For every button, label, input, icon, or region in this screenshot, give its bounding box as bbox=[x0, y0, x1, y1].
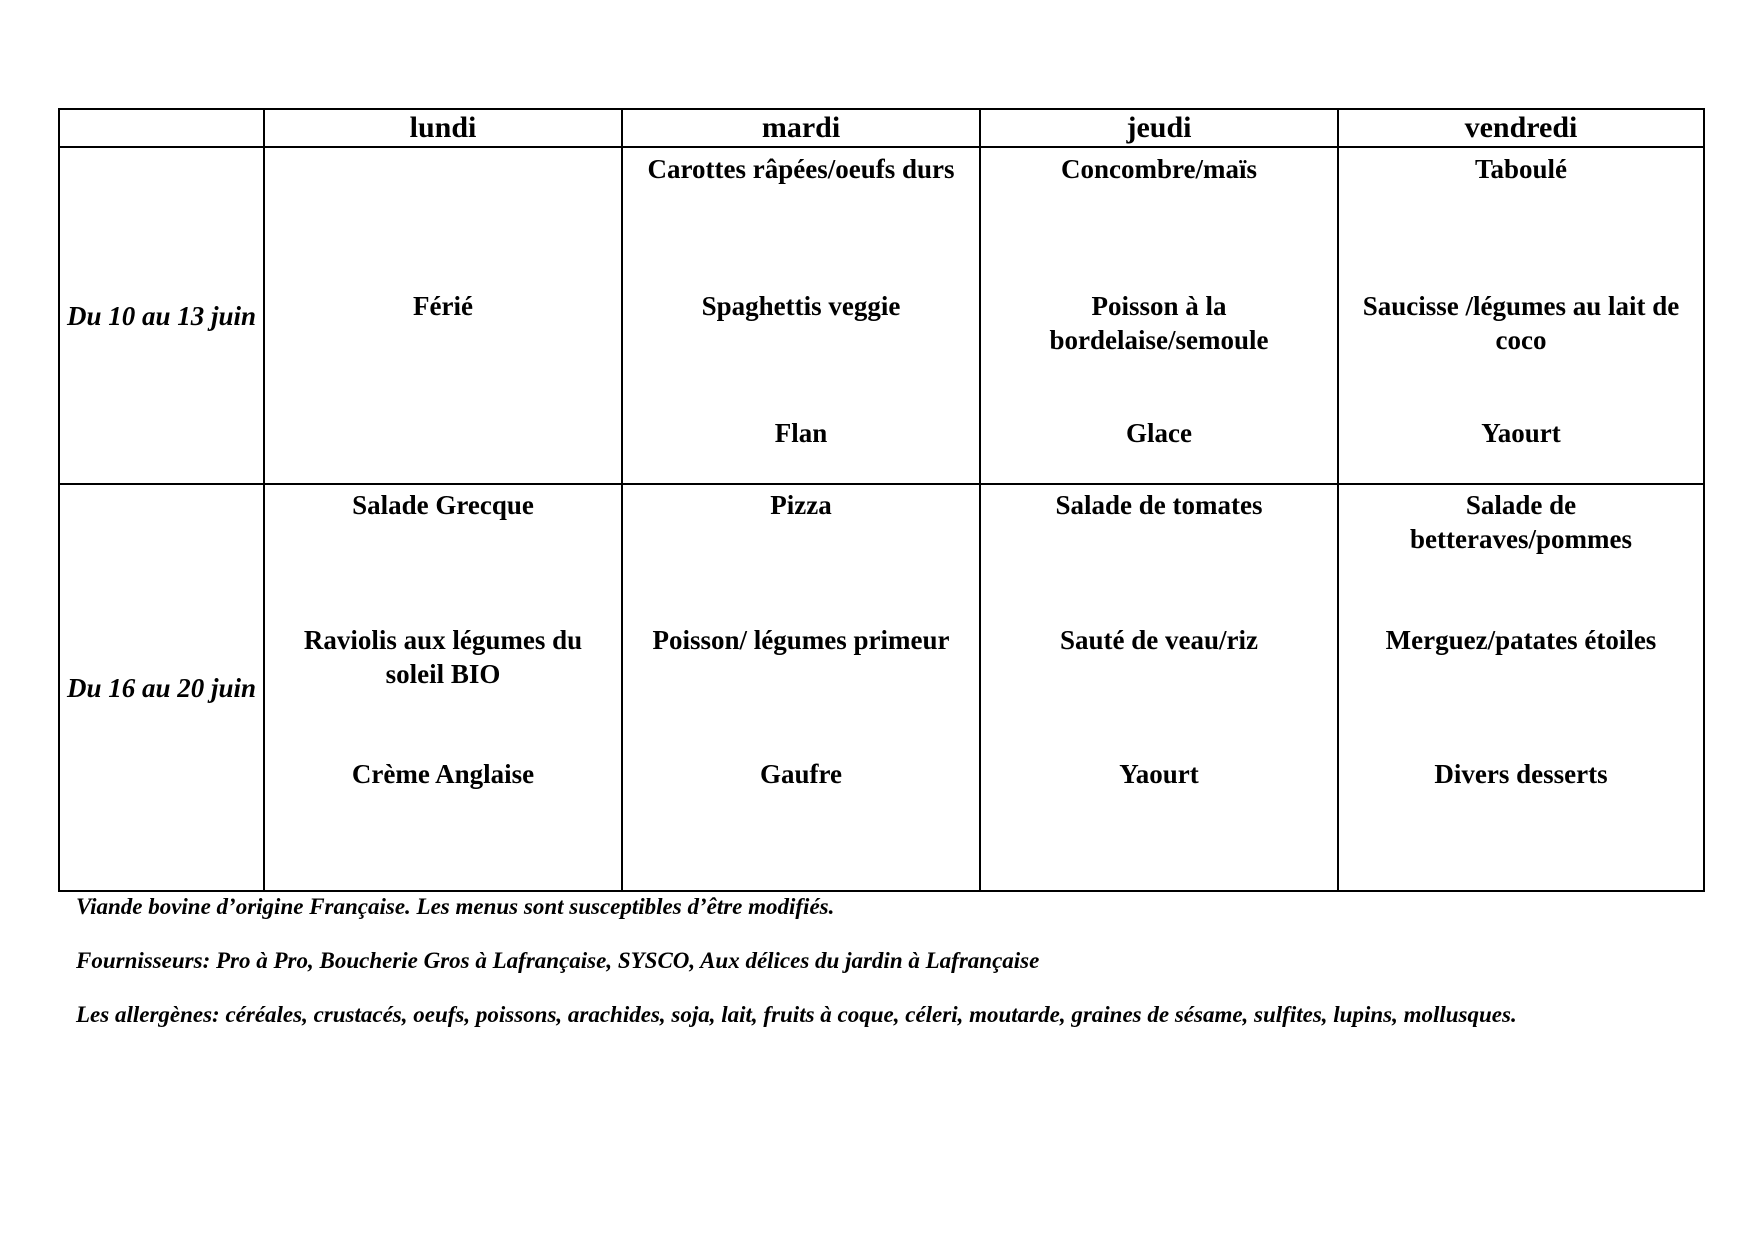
header-blank-cell bbox=[59, 109, 264, 147]
menu-cell-lundi bbox=[264, 147, 622, 484]
main-dish: Merguez/patates étoiles bbox=[1385, 625, 1657, 655]
starter-dish: Salade de tomates bbox=[1055, 490, 1263, 520]
main-dish: Poisson à la bordelaise/semoule bbox=[1049, 291, 1269, 355]
main-dish: Poisson/ légumes primeur bbox=[652, 625, 950, 655]
menu-cell-jeudi bbox=[980, 147, 1338, 484]
suppliers-note: Fournisseurs: Pro à Pro, Boucherie Gros à Lafrançaise, SYSCO, Aux délices du jardin à Lafrançaise bbox=[76, 948, 1040, 973]
menu-cell-lundi bbox=[264, 484, 622, 891]
starter-dish: Taboulé bbox=[1474, 154, 1568, 184]
header-day-vendredi: vendredi bbox=[1338, 109, 1704, 147]
dessert-dish: Divers desserts bbox=[1434, 759, 1608, 789]
main-dish: Spaghettis veggie bbox=[701, 291, 901, 321]
header-row bbox=[59, 109, 1704, 147]
week-row bbox=[59, 147, 1704, 484]
starter-dish: Pizza bbox=[770, 490, 832, 520]
dessert-dish: Yaourt bbox=[1119, 759, 1199, 789]
menu-cell-vendredi bbox=[1338, 484, 1704, 891]
dessert-dish: Glace bbox=[1126, 418, 1192, 448]
menu-cell-mardi bbox=[622, 484, 980, 891]
starter-dish: Salade Grecque bbox=[352, 490, 534, 520]
starter-dish: Salade de betteraves/pommes bbox=[1410, 490, 1632, 554]
menu-table bbox=[58, 108, 1705, 892]
week-label: Du 10 au 13 juin bbox=[59, 147, 264, 484]
dessert-dish: Flan bbox=[774, 418, 828, 448]
menu-cell-jeudi bbox=[980, 484, 1338, 891]
dessert-dish: Gaufre bbox=[760, 759, 842, 789]
dessert-dish: Yaourt bbox=[1481, 418, 1561, 448]
header-day-jeudi: jeudi bbox=[980, 109, 1338, 147]
main-dish: Férié bbox=[413, 291, 473, 321]
week-label: Du 16 au 20 juin bbox=[59, 484, 264, 891]
menu-cell-mardi bbox=[622, 147, 980, 484]
allergens-note: Les allergènes: céréales, crustacés, oeufs, poissons, arachides, soja, lait, fruits à coque, céleri, moutarde, graines de sésame, sulfites, lupins, mollusques. bbox=[76, 1002, 1517, 1027]
dessert-dish: Crème Anglaise bbox=[351, 759, 535, 789]
main-dish: Raviolis aux légumes du soleil BIO bbox=[303, 625, 583, 689]
starter-dish: Carottes râpées/oeufs durs bbox=[647, 154, 955, 184]
origin-note: Viande bovine d’origine Française. Les menus sont susceptibles d’être modifiés. bbox=[76, 894, 835, 919]
starter-dish: Concombre/maïs bbox=[1061, 154, 1257, 184]
header-day-mardi: mardi bbox=[622, 109, 980, 147]
header-day-lundi: lundi bbox=[264, 109, 622, 147]
menu-cell-vendredi bbox=[1338, 147, 1704, 484]
week-row bbox=[59, 484, 1704, 891]
main-dish: Saucisse /légumes au lait de coco bbox=[1362, 291, 1680, 355]
main-dish: Sauté de veau/riz bbox=[1060, 625, 1258, 655]
